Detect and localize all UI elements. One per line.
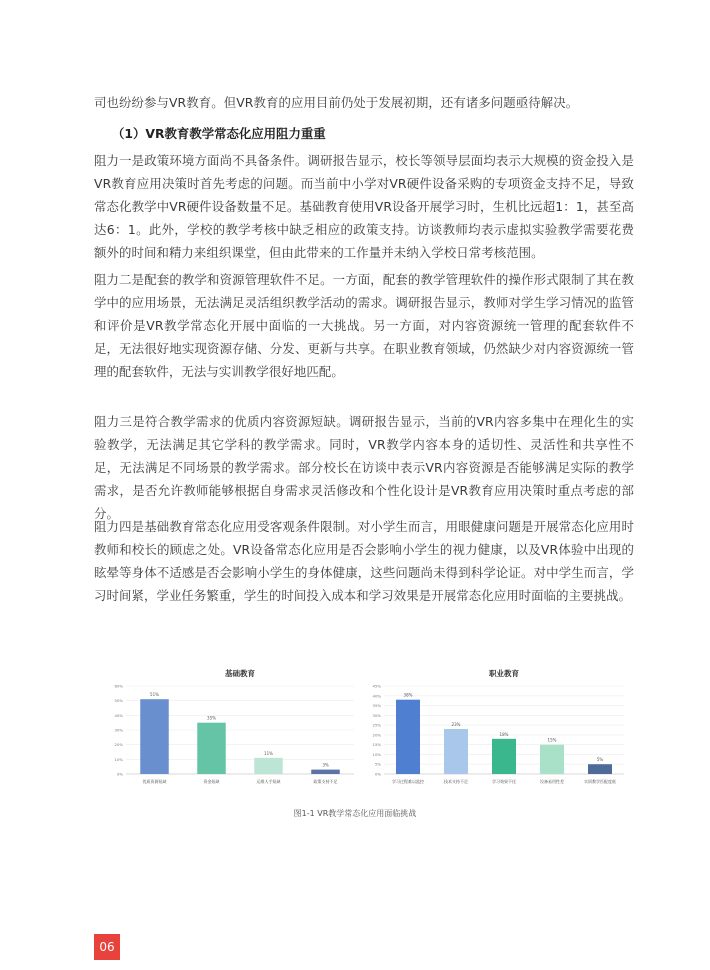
y-tick-label: 40%: [372, 693, 381, 699]
y-tick-label: 10%: [372, 751, 381, 757]
chart-title: 基础教育: [225, 669, 255, 678]
x-tick-label: 运维人手短缺: [256, 779, 281, 784]
figure-charts: [108, 664, 628, 794]
y-tick-label: 30%: [372, 712, 381, 718]
section-heading: （1）VR教育教学常态化应用阻力重重: [112, 126, 326, 141]
paragraph-obstacle-3: 阻力三是符合教学需求的优质内容资源短缺。调研报告显示，当前的VR内容多集中在理化生的实验教学，无法满足其它学科的教学需求。同时，VR教学内容本身的适切性、灵活性和共享性不足，无法满足不同场景的教学需求。部分校长在访谈中表示VR内容资源是否能够满足实际的教学需求，是否允许教师能够根据自身需求灵活修改和个性化设计是VR教育应用决策时重点考虑的部分。: [94, 414, 634, 521]
x-tick-label: 优质资源短缺: [142, 779, 167, 784]
chart-basic-education: [108, 664, 358, 794]
y-tick-label: 50%: [114, 698, 123, 704]
y-tick-label: 20%: [114, 742, 123, 748]
bar: [492, 739, 516, 774]
x-tick-label: 设备易用性差: [540, 779, 564, 784]
bar: [197, 723, 226, 774]
data-label: 51%: [150, 692, 159, 698]
x-tick-label: 学习过程难以监控: [392, 779, 424, 784]
y-tick-label: 40%: [114, 712, 123, 718]
data-label: 18%: [499, 731, 509, 737]
y-tick-label: 45%: [372, 683, 381, 689]
bar: [254, 758, 283, 774]
bar: [140, 699, 169, 774]
data-label: 5%: [596, 757, 604, 763]
x-tick-label: 技术支持不足: [444, 779, 468, 784]
chart-title: 职业教育: [489, 669, 519, 678]
paragraph-obstacle-2: 阻力二是配套的教学和资源管理软件不足。一方面，配套的教学管理软件的操作形式限制了其在教学中的应用场景，无法满足灵活组织教学活动的需求。调研报告显示，教师对学生学习情况的监管和评价是VR教学常态化开展中面临的一大挑战。另一方面，对内容资源统一管理的配套软件不足，无法很好地实现资源存储、分发、更新与共享。在职业教育领域，仍然缺少对内容资源统一管理的配套软件，无法与实训教学很好地匹配。: [94, 272, 634, 379]
y-tick-label: 10%: [114, 756, 123, 762]
y-tick-label: 0%: [116, 771, 123, 777]
y-tick-label: 15%: [372, 742, 381, 748]
bar: [396, 700, 420, 774]
data-label: 23%: [451, 722, 461, 728]
data-label: 38%: [403, 692, 413, 698]
y-tick-label: 30%: [114, 727, 123, 733]
x-tick-label: 学习效果不佳: [492, 779, 516, 784]
bar: [444, 729, 468, 774]
figure-caption: 图1-1 VR教学常态化应用面临挑战: [293, 809, 417, 818]
y-tick-label: 20%: [372, 732, 381, 738]
y-tick-label: 5%: [374, 761, 381, 767]
bar: [540, 745, 564, 774]
intro-paragraph: 司也纷纷参与VR教育。但VR教育的应用目前仍处于发展初期，还有诸多问题亟待解决。: [94, 95, 579, 110]
paragraph-obstacle-4: 阻力四是基础教育常态化应用受客观条件限制。对小学生而言，用眼健康问题是开展常态化应用时教师和校长的顾虑之处。VR设备常态化应用是否会影响小学生的视力健康，以及VR体验中出现的眩晕等身体不适感是否会影响小学生的身体健康，这些问题尚未得到科学论证。对中学生而言，学习时间紧，学业任务繁重，学生的时间投入成本和学习效果是开展常态化应用时面临的主要挑战。: [94, 519, 634, 603]
chart-vocational-education: [366, 664, 628, 794]
y-tick-label: 35%: [372, 703, 381, 709]
paragraph-obstacle-1: 阻力一是政策环境方面尚不具备条件。调研报告显示，校长等领导层面均表示大规模的资金投入是VR教育应用决策时首先考虑的问题。而当前中小学对VR硬件设备采购的专项资金支持不足，导致常态化教学中VR硬件设备数量不足。基础教育使用VR设备开展学习时，生机比远超1：1，甚至高达6：1。此外，学校的教学考核中缺乏相应的政策支持。访谈教师均表示虚拟实验教学需要花费额外的时间和精力来组织课堂，但由此带来的工作量并未纳入学校日常考核范围。: [94, 153, 634, 260]
page-number: 06: [94, 934, 120, 960]
x-tick-label: 政策支持不足: [313, 779, 338, 784]
bar: [588, 764, 612, 774]
y-tick-label: 25%: [372, 722, 381, 728]
x-tick-label: 资金短缺: [203, 779, 220, 784]
data-label: 11%: [264, 750, 273, 756]
bar: [311, 770, 340, 774]
data-label: 15%: [547, 737, 557, 743]
y-tick-label: 60%: [114, 683, 123, 689]
data-label: 35%: [207, 715, 216, 721]
y-tick-label: 0%: [374, 771, 381, 777]
data-label: 3%: [322, 762, 329, 768]
x-tick-label: 实训教学匹配度低: [584, 779, 616, 784]
